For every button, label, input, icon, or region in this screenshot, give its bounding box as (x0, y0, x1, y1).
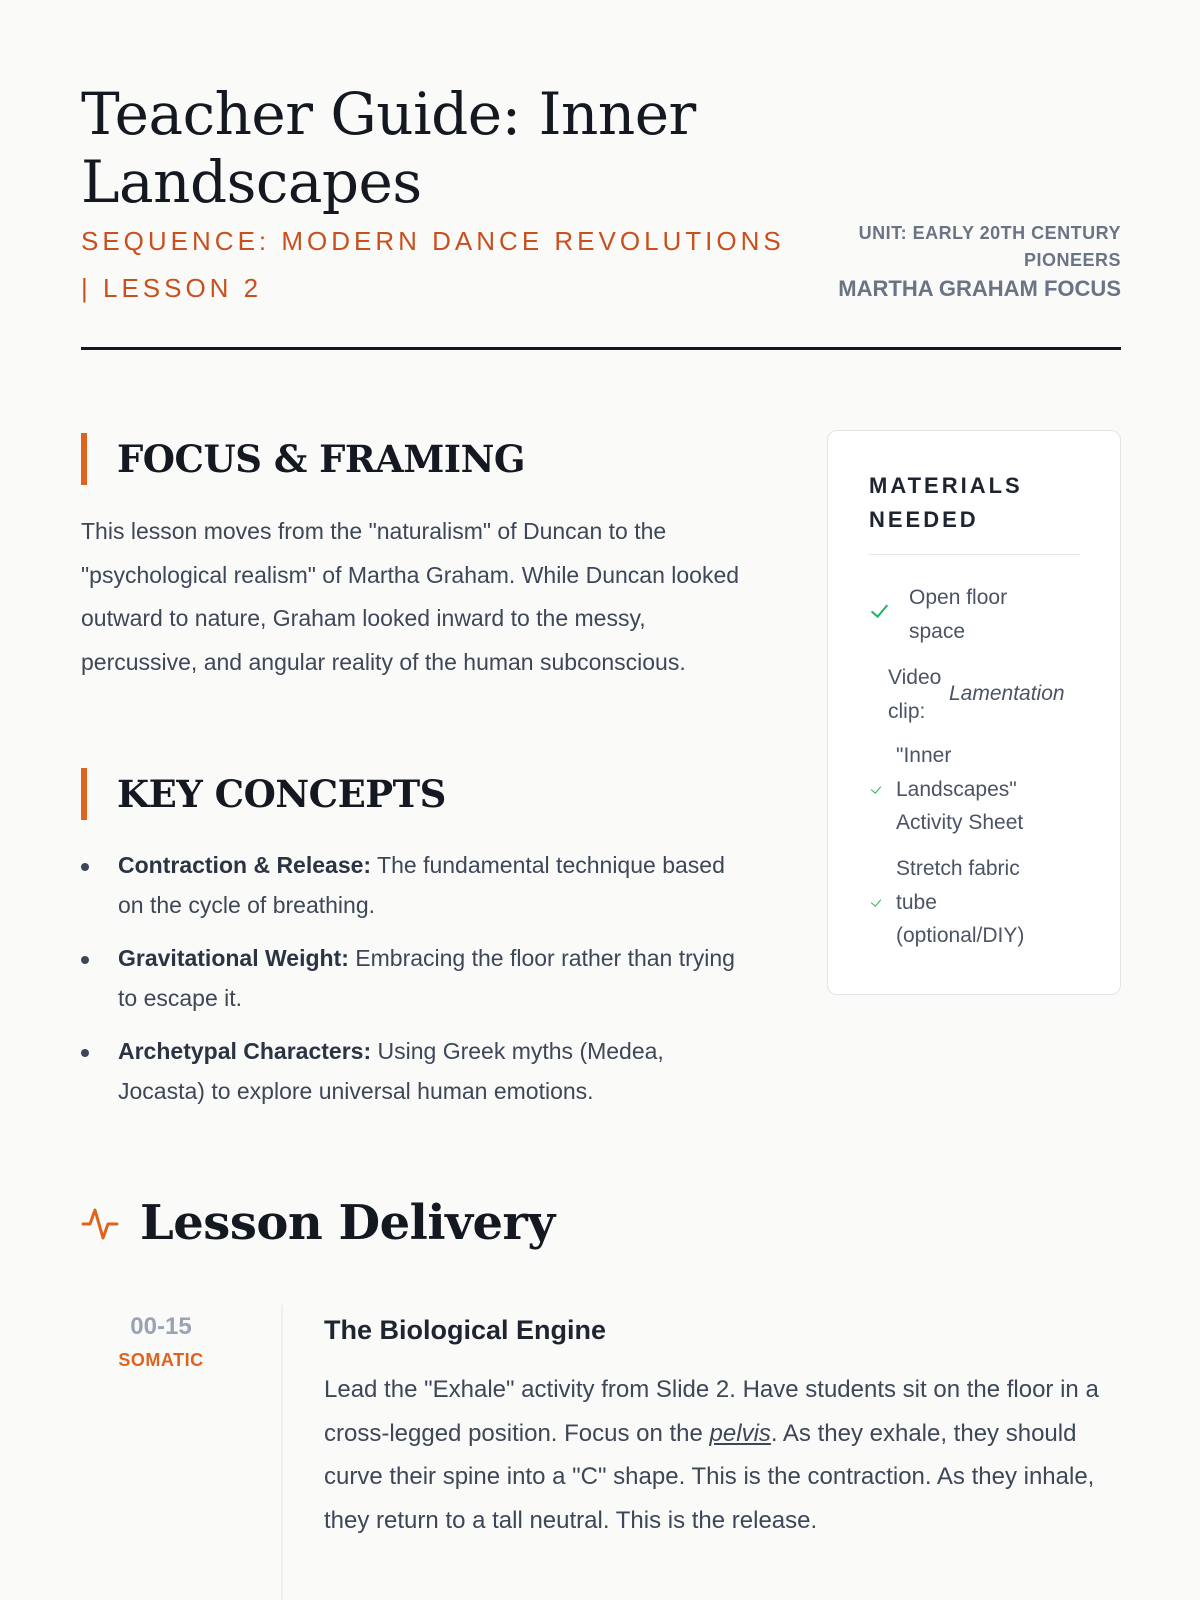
concept-term: Gravitational Weight: (118, 945, 349, 971)
step-text (324, 1368, 1124, 1542)
step-text-before: Lead the "Exhale" activity from Slide 2. Have students sit on the floor in a cross-legged position. Focus on the (324, 1376, 1099, 1447)
concepts-heading: KEY CONCEPTS (81, 768, 446, 820)
materials-title: MATERIALS NEEDED (869, 469, 1080, 555)
unit-block (821, 220, 1121, 304)
delivery-title: Lesson Delivery (140, 1195, 555, 1251)
focus-heading: FOCUS & FRAMING (81, 433, 525, 485)
material-item: Video clip: (888, 666, 942, 723)
list-item (81, 845, 751, 925)
bullet (81, 1049, 89, 1057)
list-item (81, 938, 751, 1018)
list-item (81, 1031, 751, 1111)
step-title: The Biological Engine (324, 1315, 607, 1345)
concept-desc: Using Greek myths (Medea, Jocasta) to explore universal human emotions. (118, 1038, 664, 1104)
focus-text: This lesson moves from the "naturalism" of Duncan to the "psychological realism" of Martha Graham. While Duncan looked outward to nature, Graham looked inward to the messy, percussive, and angular reality of the human subconscious. (81, 518, 740, 675)
check-icon (871, 783, 881, 794)
bullet (81, 956, 89, 964)
step-text-emphasis: pelvis (709, 1419, 771, 1447)
header-divider (81, 347, 1121, 350)
step-phase: SOMATIC (118, 1350, 204, 1370)
step-text-after: . As they exhale, they should curve their spine into a "C" shape. This is the contraction. As they inhale, they return to a tall neutral. This is the release. (324, 1419, 1095, 1534)
materials-card (827, 430, 1121, 995)
concept-term: Archetypal Characters: (118, 1038, 372, 1064)
material-item-emphasis: Lamentation (949, 682, 1065, 705)
page-header (81, 80, 1121, 303)
material-item: Open floor space (909, 586, 1008, 643)
concepts-list (81, 845, 751, 1124)
check-icon (871, 600, 888, 618)
focus-label: MARTHA GRAHAM FOCUS (838, 276, 1121, 301)
activity-icon (81, 1204, 121, 1244)
concept-term: Contraction & Release: (118, 852, 372, 878)
step-time: 00-15 (130, 1313, 192, 1340)
concept-desc: The fundamental technique based on the cycle of breathing. (118, 852, 725, 918)
sequence-label: SEQUENCE: MODERN DANCE REVOLUTIONS | LESSON 2 (81, 226, 785, 303)
timeline-divider (281, 1305, 283, 1600)
material-item: Stretch fabric tube (optional/DIY) (896, 857, 1025, 947)
concept-desc: Embracing the floor rather than trying to escape it. (118, 945, 735, 1011)
bullet (81, 863, 89, 871)
material-item: "Inner Landscapes" Activity Sheet (896, 744, 1024, 834)
page-title: Teacher Guide: Inner Landscapes (81, 80, 696, 216)
check-icon (871, 896, 881, 907)
unit-label: UNIT: EARLY 20TH CENTURY PIONEERS (858, 223, 1121, 270)
